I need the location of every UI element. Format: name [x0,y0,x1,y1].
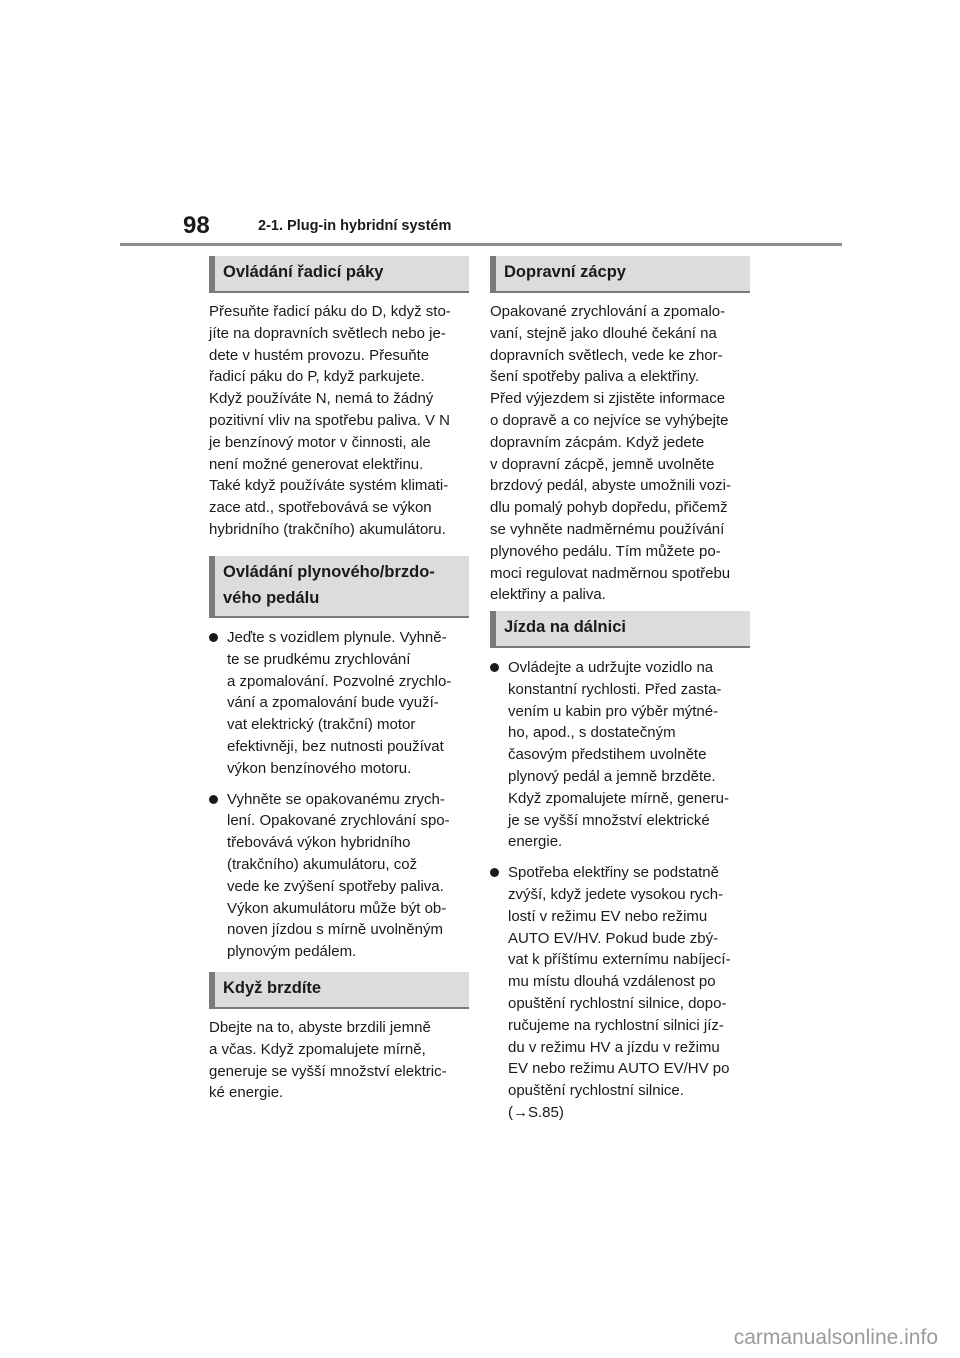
page-reference-link[interactable]: (→S.85) [508,1103,564,1121]
list-item [209,789,469,963]
watermark: carmanualsonline.info [733,1326,938,1349]
bullet-text: Spotřeba elektřiny se podstatně zvýší, když jedete vysokou rych- lostí v režimu EV nebo režimu AUTO EV/HV. Pokud bude zbý- vat k příštímu externímu nabíjecí- mu místu dlouhá vzdálenost po opuštění rychlostní silnice, dopo- ručujeme na rychlostní silnici jíz- du v režimu HV a jízdu v režimu EV nebo režimu AUTO EV/HV po opuštění rychlostní silnice. [508,864,731,1100]
bullet-text: Jeďte s vozidlem plynule. Vyhně- te se prudkému zrychlování a zpomalování. Pozvolné zrychlo- vání a zpomalování bude využí- vat elektrický (trakční) motor efektivněji, bez nutnosti používat výkon benzínového motoru. [227,629,452,777]
left-section-pedals [209,556,469,963]
bullet-dot-icon [209,795,218,804]
chapter-title: 2-1. Plug-in hybridní systém [258,218,452,234]
list-item [490,657,750,853]
traffic-jams-text: Opakované zrychlování a zpomalo- vaní, stejně jako dlouhé čekání na dopravních světlech, vede ke zhor- šení spotřeby paliva a elektřiny. Před výjezdem si zjistěte informace o dopravě a co nejvíce se vyhýbejte dopravním zácpám. Když jedete v dopravní zácpě, jemně uvolněte brzdový pedál, abyste umožnili vozi- dlu pomalý pohyb dopředu, přičemž se vyhněte nadměrnému používání plynového pedálu. Tím můžete po- moci regulovat nadměrnou spotřebu elektřiny a paliva. [490,303,731,604]
bullet-dot-icon [209,633,218,642]
list-item [209,627,469,780]
bullet-dot-icon [490,868,499,877]
section-heading-braking: Když brzdíte [209,972,469,1009]
left-section-braking [209,972,469,1104]
left-section-shift-lever [209,256,469,541]
section-heading-traffic-jams: Dopravní zácpy [490,256,750,293]
braking-text: Dbejte na to, abyste brzdili jemně a včas. Když zpomalujete mírně, generuje se vyšší množství elektric- ké energie. [209,1019,447,1102]
bullet-dot-icon [490,663,499,672]
right-section-highway [490,611,750,1124]
section-heading-shift-lever: Ovládání řadicí páky [209,256,469,293]
section-heading-pedals: Ovládání plynového/brzdo- vého pedálu [209,556,469,618]
bullet-text: Ovládejte a udržujte vozidlo na konstantní rychlosti. Před zasta- vením u kabin pro výběr mýtné- ho, apod., s dostatečným časovým předstihem uvolněte plynový pedál a jemně brzděte. Když zpomalujete mírně, generu- je se vyšší množství elektrické energie. [508,659,729,851]
highway-bullet-list [490,657,750,1124]
list-item [490,862,750,1124]
right-section-traffic-jams [490,256,750,606]
shift-lever-text: Přesuňte řadicí páku do D, když sto- jíte na dopravních světlech nebo je- dete v hustém provozu. Přesuňte řadicí páku do P, když parkujete. Když používáte N, nemá to žádný pozitivní vliv na spotřebu paliva. V N je benzínový motor v činnosti, ale není možné generovat elektřinu. Také když používáte systém klimati- zace atd., spotřebovává se výkon hybridního (trakčního) akumulátoru. [209,303,451,538]
page-number: 98 [183,212,210,239]
pedals-bullet-list [209,627,469,963]
header-divider [120,243,842,246]
bullet-text: Vyhněte se opakovanému zrych- lení. Opakované zrychlování spo- třebovává výkon hybridního (trakčního) akumulátoru, což vede ke zvýšení spotřeby paliva. Výkon akumulátoru může být ob- noven jízdou s mírně uvolněným plynovým pedálem. [227,790,450,961]
section-heading-highway: Jízda na dálnici [490,611,750,648]
